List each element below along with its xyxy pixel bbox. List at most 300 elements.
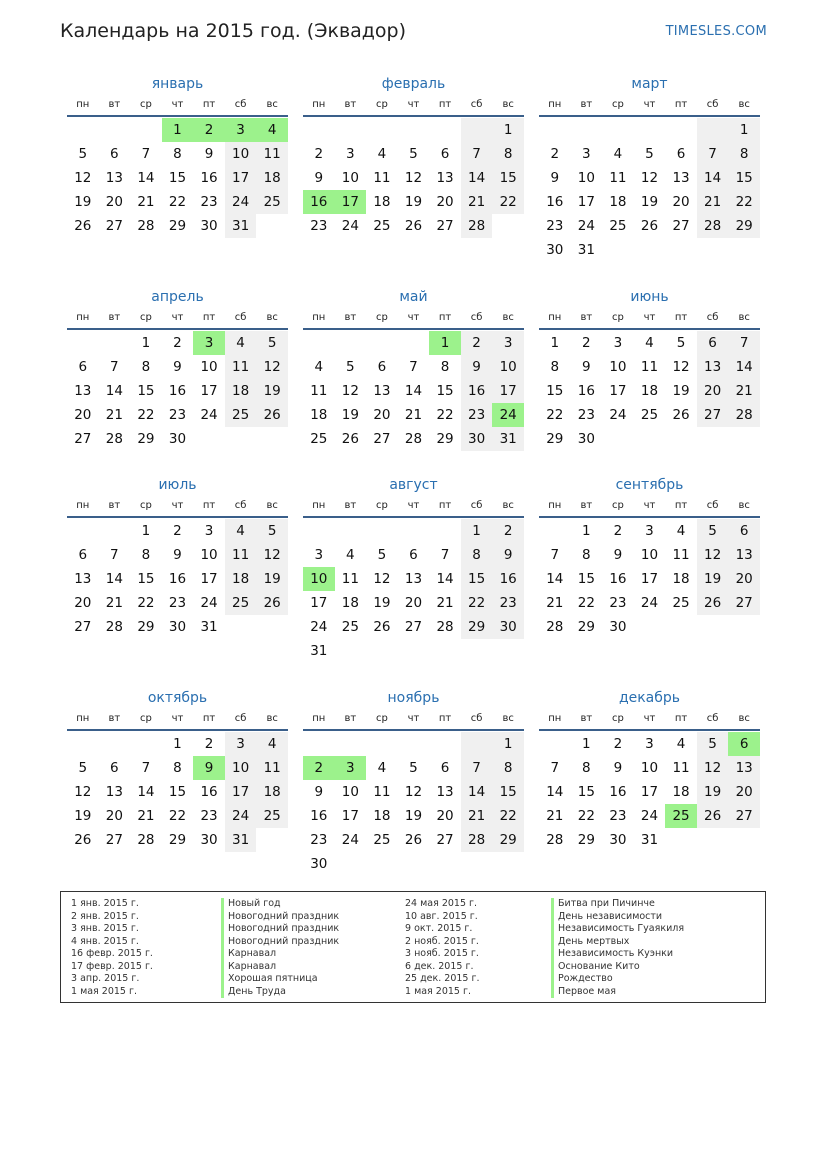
day-cell: 23 — [609, 808, 627, 824]
weekday-label: вс — [502, 312, 514, 323]
empty-cell — [429, 852, 461, 876]
day-cell: 14 — [461, 166, 493, 190]
weekday-label: ср — [375, 713, 388, 724]
weekday-label: вс — [266, 713, 278, 724]
day-cell: 15 — [137, 383, 155, 399]
day-cell: 14 — [728, 355, 760, 379]
day-cell: 15 — [492, 780, 524, 804]
day-cell: 1 — [728, 118, 760, 142]
empty-cell — [728, 615, 760, 639]
day-cell: 22 — [137, 595, 155, 611]
day-cell: 14 — [404, 383, 423, 399]
weekday-label: пн — [548, 713, 562, 724]
day-cell: 8 — [173, 760, 182, 776]
month-10 — [67, 688, 288, 852]
day-cell: 19 — [74, 194, 92, 210]
day-cell: 5 — [409, 146, 418, 162]
legend-date: 24 мая 2015 г. — [405, 898, 478, 909]
day-grid — [539, 331, 760, 451]
day-cell: 10 — [577, 170, 595, 186]
day-cell: 10 — [200, 359, 218, 375]
day-cell: 6 — [440, 760, 450, 776]
day-cell: 14 — [546, 571, 564, 587]
day-cell: 30 — [168, 619, 187, 635]
month-name: август — [389, 477, 438, 493]
day-cell: 29 — [137, 619, 155, 635]
day-cell: 18 — [225, 567, 257, 591]
day-cell: 9 — [550, 170, 560, 186]
legend-holiday-name: Новогодний праздник — [221, 936, 339, 949]
day-cell: 6 — [697, 331, 729, 355]
day-cell: 28 — [137, 218, 155, 234]
day-cell: 14 — [697, 166, 729, 190]
weekday-label: вт — [108, 500, 121, 511]
legend-holiday-name: Новогодний праздник — [221, 923, 339, 936]
day-cell: 4 — [377, 146, 387, 162]
day-cell: 6 — [110, 146, 119, 162]
legend-date: 25 дек. 2015 г. — [405, 973, 480, 984]
day-cell: 28 — [546, 832, 564, 848]
day-cell: 5 — [697, 732, 729, 756]
day-cell: 18 — [310, 407, 328, 423]
day-cell: 11 — [373, 784, 391, 800]
day-cell: 2 — [613, 523, 623, 539]
day-cell: 5 — [256, 331, 288, 355]
weekday-label: пн — [76, 99, 90, 110]
day-cell: 12 — [74, 784, 92, 800]
day-cell: 25 — [225, 403, 257, 427]
month-8 — [303, 475, 524, 663]
legend-date: 3 апр. 2015 г. — [71, 973, 140, 984]
day-cell: 13 — [728, 756, 760, 780]
day-cell: 16 — [492, 567, 524, 591]
day-cell: 10 — [341, 784, 359, 800]
weekday-label: сб — [234, 713, 247, 724]
holiday-day-cell: 2 — [193, 118, 225, 142]
day-cell: 17 — [225, 780, 257, 804]
day-cell: 18 — [256, 780, 288, 804]
empty-cell — [665, 118, 697, 142]
day-cell: 2 — [173, 335, 182, 351]
day-cell: 27 — [74, 619, 92, 635]
weekday-header — [539, 500, 760, 518]
day-cell: 25 — [640, 407, 659, 423]
day-cell: 29 — [168, 218, 187, 234]
legend-holiday-name: Рождество — [551, 973, 613, 986]
day-cell: 14 — [461, 780, 493, 804]
day-cell: 23 — [461, 403, 493, 427]
empty-cell — [130, 732, 162, 756]
weekday-label: пт — [202, 713, 216, 724]
day-cell: 26 — [74, 218, 92, 234]
day-cell: 9 — [461, 355, 493, 379]
day-cell: 9 — [173, 547, 182, 563]
day-cell: 20 — [697, 379, 729, 403]
empty-cell — [461, 852, 493, 876]
day-grid — [67, 519, 288, 639]
empty-cell — [99, 519, 131, 543]
weekday-label: пт — [674, 500, 688, 511]
day-grid — [539, 118, 760, 262]
day-cell: 15 — [137, 571, 155, 587]
day-cell: 2 — [204, 736, 214, 752]
day-cell: 28 — [728, 403, 760, 427]
day-cell: 25 — [672, 595, 690, 611]
weekday-header — [539, 99, 760, 117]
day-cell: 29 — [577, 619, 595, 635]
empty-cell — [398, 519, 430, 543]
day-cell: 3 — [492, 331, 524, 355]
day-grid — [303, 118, 524, 238]
day-cell: 3 — [645, 523, 654, 539]
day-cell: 27 — [105, 832, 123, 848]
day-cell: 22 — [577, 595, 595, 611]
empty-cell — [193, 427, 225, 451]
day-cell: 6 — [78, 547, 88, 563]
month-name: февраль — [381, 76, 446, 92]
weekday-label: вс — [266, 312, 278, 323]
day-cell: 8 — [141, 359, 151, 375]
weekday-label: ср — [611, 312, 624, 323]
weekday-label: пт — [202, 312, 216, 323]
empty-cell — [256, 214, 288, 238]
weekday-label: пн — [76, 713, 90, 724]
empty-cell — [303, 519, 335, 543]
holiday-legend — [60, 891, 766, 1003]
day-cell: 19 — [341, 407, 359, 423]
day-cell: 21 — [436, 595, 454, 611]
day-cell: 3 — [645, 736, 654, 752]
day-cell: 15 — [577, 571, 595, 587]
weekday-label: пт — [438, 500, 452, 511]
day-cell: 20 — [404, 595, 423, 611]
day-cell: 20 — [436, 194, 454, 210]
weekday-label: чт — [643, 312, 656, 323]
day-cell: 31 — [225, 828, 257, 852]
day-cell: 10 — [492, 355, 524, 379]
day-cell: 1 — [550, 335, 560, 351]
day-cell: 17 — [200, 571, 218, 587]
day-cell: 5 — [346, 359, 355, 375]
day-cell: 8 — [582, 760, 591, 776]
holiday-day-cell: 16 — [303, 190, 335, 214]
day-cell: 24 — [577, 218, 595, 234]
day-cell: 20 — [672, 194, 690, 210]
day-cell: 28 — [461, 214, 493, 238]
day-cell: 16 — [200, 170, 218, 186]
day-cell: 30 — [609, 832, 627, 848]
day-cell: 4 — [676, 736, 686, 752]
day-cell: 3 — [204, 523, 214, 539]
weekday-label: чт — [643, 500, 656, 511]
legend-holiday-name: Карнавал — [221, 961, 276, 974]
empty-cell — [256, 427, 288, 451]
day-cell: 22 — [168, 194, 187, 210]
day-cell: 5 — [645, 146, 654, 162]
weekday-label: пн — [312, 99, 326, 110]
day-cell: 1 — [492, 118, 524, 142]
day-cell: 11 — [341, 571, 359, 587]
weekday-label: ср — [139, 312, 152, 323]
day-cell: 21 — [461, 804, 493, 828]
holiday-day-cell: 9 — [193, 756, 225, 780]
weekday-label: вт — [108, 713, 121, 724]
day-cell: 11 — [310, 383, 328, 399]
day-cell: 22 — [546, 407, 564, 423]
weekday-label: вт — [344, 500, 357, 511]
day-cell: 20 — [436, 808, 454, 824]
day-cell: 12 — [74, 170, 92, 186]
day-cell: 7 — [409, 359, 418, 375]
day-cell: 23 — [546, 218, 564, 234]
day-cell: 12 — [256, 355, 288, 379]
day-cell: 20 — [74, 595, 92, 611]
day-cell: 29 — [168, 832, 187, 848]
day-cell: 8 — [582, 547, 591, 563]
day-cell: 21 — [137, 808, 155, 824]
day-cell: 22 — [461, 591, 493, 615]
day-cell: 13 — [404, 571, 423, 587]
legend-holiday-name: Новогодний праздник — [221, 911, 339, 924]
empty-cell — [461, 639, 493, 663]
day-cell: 20 — [74, 407, 92, 423]
day-cell: 8 — [440, 359, 450, 375]
day-cell: 15 — [546, 383, 564, 399]
day-cell: 22 — [492, 804, 524, 828]
day-cell: 8 — [728, 142, 760, 166]
day-cell: 10 — [225, 142, 257, 166]
weekday-label: ср — [375, 500, 388, 511]
day-cell: 27 — [436, 218, 454, 234]
legend-date: 1 мая 2015 г. — [71, 985, 137, 997]
weekday-label: вт — [344, 312, 357, 323]
day-cell: 7 — [440, 547, 450, 563]
day-cell: 15 — [492, 166, 524, 190]
legend-holiday-name: Карнавал — [221, 948, 276, 961]
day-cell: 4 — [645, 335, 654, 351]
day-cell: 29 — [546, 431, 564, 447]
day-cell: 10 — [200, 547, 218, 563]
day-cell: 5 — [78, 760, 88, 776]
day-cell: 19 — [404, 194, 423, 210]
weekday-label: чт — [171, 500, 184, 511]
weekday-label: сб — [470, 713, 483, 724]
day-cell: 21 — [697, 190, 729, 214]
empty-cell — [99, 732, 131, 756]
day-cell: 11 — [225, 543, 257, 567]
month-name: май — [399, 289, 428, 305]
holiday-day-cell: 1 — [429, 331, 461, 355]
empty-cell — [366, 118, 398, 142]
day-cell: 6 — [676, 146, 686, 162]
weekday-label: вс — [266, 99, 278, 110]
day-cell: 18 — [672, 784, 690, 800]
weekday-label: чт — [407, 312, 420, 323]
day-cell: 17 — [577, 194, 595, 210]
day-cell: 29 — [461, 615, 493, 639]
month-2 — [303, 74, 524, 238]
day-cell: 9 — [613, 547, 623, 563]
day-cell: 24 — [225, 190, 257, 214]
day-cell: 4 — [613, 146, 623, 162]
empty-cell — [697, 615, 729, 639]
day-cell: 27 — [74, 431, 92, 447]
weekday-label: вт — [344, 99, 357, 110]
day-cell: 15 — [728, 166, 760, 190]
day-cell: 11 — [256, 756, 288, 780]
day-cell: 22 — [492, 190, 524, 214]
day-cell: 12 — [373, 571, 391, 587]
day-cell: 17 — [609, 383, 627, 399]
holiday-day-cell: 3 — [225, 118, 257, 142]
day-grid — [67, 331, 288, 451]
month-6 — [539, 287, 760, 451]
empty-cell — [225, 427, 257, 451]
day-grid — [539, 519, 760, 639]
day-cell: 1 — [141, 335, 151, 351]
legend-date: 9 окт. 2015 г. — [405, 923, 473, 934]
weekday-label: вт — [108, 99, 121, 110]
day-cell: 4 — [676, 523, 686, 539]
day-cell: 10 — [640, 547, 659, 563]
day-cell: 24 — [640, 595, 659, 611]
weekday-label: сб — [234, 312, 247, 323]
holiday-day-cell: 25 — [665, 804, 697, 828]
day-cell: 6 — [110, 760, 119, 776]
day-cell: 21 — [137, 194, 155, 210]
day-cell: 17 — [310, 595, 328, 611]
day-cell: 6 — [409, 547, 418, 563]
empty-cell — [539, 732, 571, 756]
day-cell: 27 — [697, 403, 729, 427]
day-cell: 26 — [256, 403, 288, 427]
empty-cell — [665, 238, 697, 262]
day-cell: 24 — [341, 218, 359, 234]
weekday-label: сб — [706, 99, 719, 110]
day-cell: 21 — [461, 190, 493, 214]
day-cell: 18 — [609, 194, 627, 210]
empty-cell — [492, 214, 524, 238]
day-cell: 25 — [256, 804, 288, 828]
weekday-header — [539, 713, 760, 731]
day-cell: 26 — [404, 832, 423, 848]
empty-cell — [461, 732, 493, 756]
day-cell: 23 — [200, 194, 218, 210]
weekday-label: вт — [580, 99, 593, 110]
empty-cell — [335, 118, 367, 142]
empty-cell — [429, 732, 461, 756]
day-cell: 16 — [609, 571, 627, 587]
weekday-label: чт — [643, 713, 656, 724]
holiday-day-cell: 10 — [303, 567, 335, 591]
day-cell: 30 — [546, 242, 564, 258]
day-cell: 7 — [461, 756, 493, 780]
empty-cell — [67, 519, 99, 543]
day-cell: 5 — [377, 547, 387, 563]
day-cell: 19 — [404, 808, 423, 824]
day-cell: 6 — [728, 519, 760, 543]
weekday-label: ср — [611, 99, 624, 110]
day-cell: 30 — [461, 427, 493, 451]
day-cell: 9 — [314, 170, 324, 186]
weekday-header — [303, 713, 524, 731]
day-grid — [303, 331, 524, 451]
day-cell: 27 — [404, 619, 423, 635]
empty-cell — [634, 118, 666, 142]
weekday-label: пт — [674, 713, 688, 724]
day-cell: 13 — [728, 543, 760, 567]
empty-cell — [634, 238, 666, 262]
weekday-label: пн — [312, 500, 326, 511]
empty-cell — [366, 732, 398, 756]
empty-cell — [335, 639, 367, 663]
day-cell: 20 — [373, 407, 391, 423]
day-cell: 7 — [728, 331, 760, 355]
empty-cell — [366, 331, 398, 355]
site-link[interactable]: TIMESLES.COM — [665, 24, 767, 39]
holiday-day-cell: 17 — [335, 190, 367, 214]
day-cell: 20 — [728, 567, 760, 591]
month-11 — [303, 688, 524, 876]
day-cell: 25 — [609, 218, 627, 234]
day-cell: 18 — [341, 595, 359, 611]
day-cell: 3 — [346, 146, 355, 162]
weekday-header — [67, 500, 288, 518]
weekday-label: вт — [580, 713, 593, 724]
day-cell: 2 — [173, 523, 182, 539]
day-cell: 3 — [582, 146, 591, 162]
weekday-label: сб — [706, 500, 719, 511]
empty-cell — [665, 615, 697, 639]
weekday-label: вс — [502, 500, 514, 511]
day-cell: 18 — [373, 808, 391, 824]
weekday-label: вс — [738, 99, 750, 110]
month-name: апрель — [151, 289, 204, 305]
legend-holiday-name: Хорошая пятница — [221, 973, 318, 986]
day-cell: 11 — [225, 355, 257, 379]
day-cell: 3 — [314, 547, 324, 563]
weekday-label: ср — [611, 713, 624, 724]
day-cell: 24 — [200, 407, 218, 423]
weekday-label: пт — [674, 312, 688, 323]
day-cell: 7 — [461, 142, 493, 166]
day-cell: 28 — [461, 828, 493, 852]
day-cell: 30 — [609, 619, 627, 635]
legend-holiday-name: Основание Кито — [551, 961, 640, 974]
day-cell: 27 — [728, 591, 760, 615]
day-cell: 5 — [256, 519, 288, 543]
day-cell: 9 — [173, 359, 182, 375]
weekday-label: ср — [375, 99, 388, 110]
day-cell: 16 — [310, 808, 328, 824]
month-name: ноябрь — [387, 690, 440, 706]
weekday-label: пн — [76, 312, 90, 323]
day-cell: 3 — [225, 732, 257, 756]
day-cell: 21 — [105, 407, 123, 423]
month-1 — [67, 74, 288, 238]
day-cell: 21 — [105, 595, 123, 611]
day-cell: 13 — [105, 170, 123, 186]
day-cell: 31 — [492, 427, 524, 451]
weekday-label: вт — [580, 500, 593, 511]
day-cell: 11 — [672, 547, 690, 563]
day-cell: 7 — [550, 547, 560, 563]
weekday-label: чт — [171, 713, 184, 724]
day-cell: 28 — [436, 619, 454, 635]
legend-holiday-name: День независимости — [551, 911, 662, 924]
day-cell: 23 — [577, 407, 595, 423]
weekday-label: вт — [108, 312, 121, 323]
